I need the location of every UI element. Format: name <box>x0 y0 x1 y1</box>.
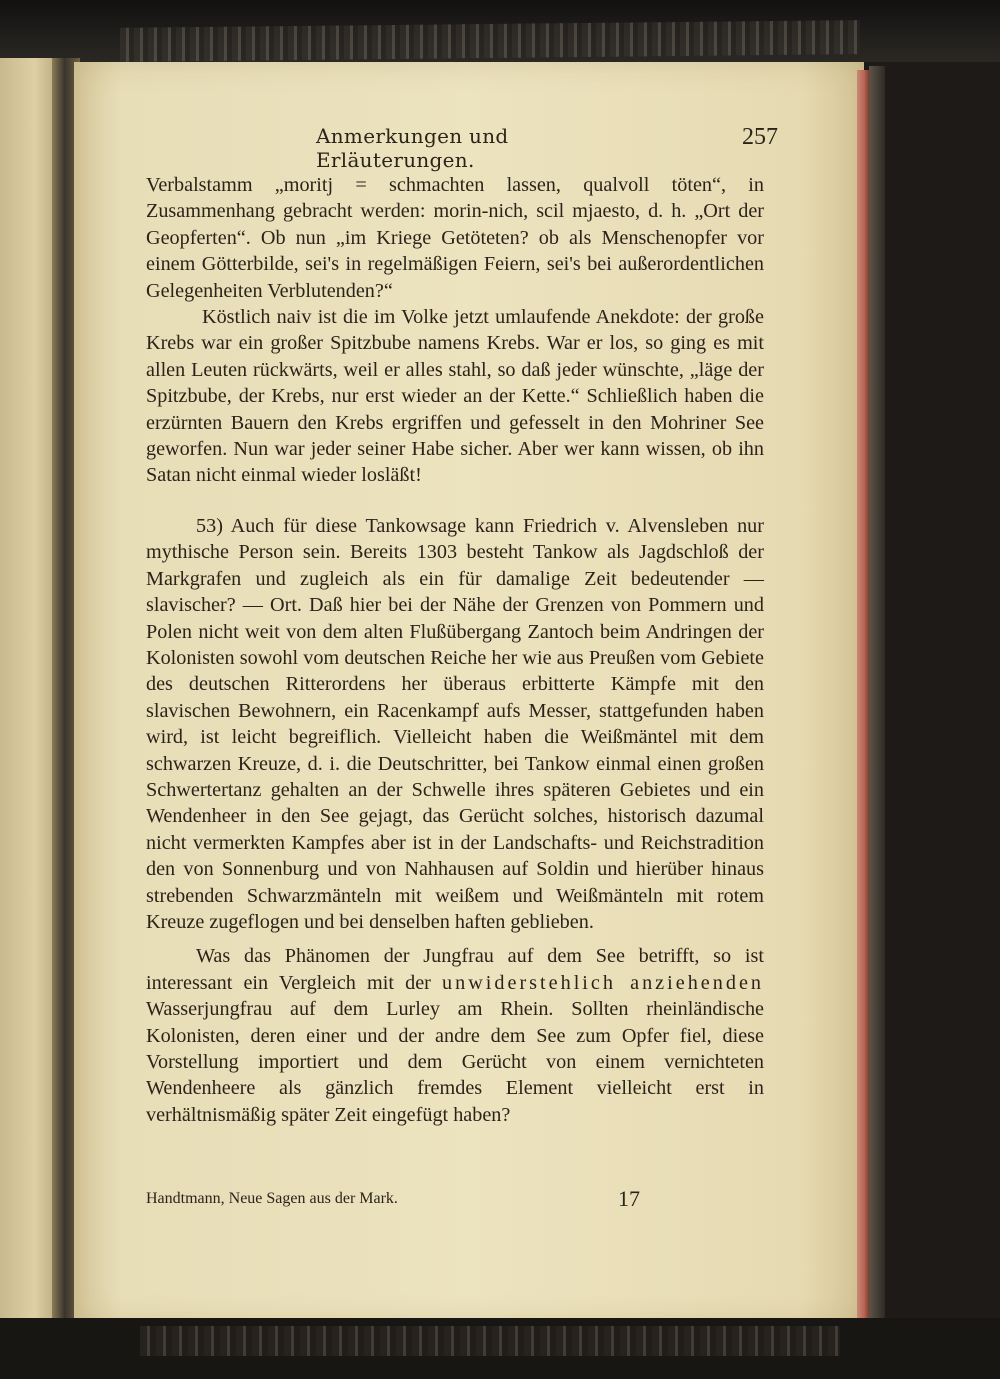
paragraph <box>146 943 764 1128</box>
page-number: 257 <box>742 124 778 150</box>
red-page-edge <box>857 70 869 1320</box>
paragraph-text: Was das Phänomen der Jungfrau auf dem See betrifft, so ist interessant ein Vergleich mit der <box>146 945 764 994</box>
paragraph: Verbalstamm „moritj = schmachten lassen, qualvoll töten“, in Zusammenhang gebracht werden: morin-nich, scil mjaesto, d. h. „Ort der Geopferten“. Ob nun „im Kriege Getöteten? ob als Menschenopfer vor einem Götterbilde, sei's in regelmäßigen Feiern, sei's bei außerordentlichen Gelegenheiten Verblutenden?“ <box>146 174 764 302</box>
book-cover-edge <box>869 66 885 1322</box>
running-head: Anmerkungen und Erläuterungen. <box>316 124 509 172</box>
footer-signature: Handtmann, Neue Sagen aus der Mark. <box>146 1190 398 1207</box>
paragraph: Köstlich naiv ist die im Volke jetzt umlaufende Anekdote: der große Krebs war ein großer Spitzbube namens Krebs. War er los, so ging es mit allen Leuten rückwärts, weil er alles stahl, so daß jeder wünschte, „läge der Spitzbube, der Krebs, nur erst wieder an der Kette.“ Schließlich haben die erzürnten Bauern den Krebs ergriffen und gefesselt in den Mohriner See geworfen. Nun war jeder seiner Habe sicher. Aber wer kann wissen, ob ihn Satan nicht einmal wieder losläßt! <box>146 306 764 487</box>
bottom-bleed-through <box>140 1326 840 1356</box>
left-page-edge <box>0 58 58 1328</box>
emphasized-text: unwiderstehlich anziehenden <box>442 971 764 994</box>
note-53-paragraph: 53) Auch für diese Tankowsage kann Friedrich v. Alvensleben nur mythische Person sein. Bereits 1303 besteht Tankow als Jagdschloß der Markgrafen und zugleich als ein für damalige Zeit bedeutender — slavischer? — Ort. Daß hier bei der Nähe der Grenzen von Pommern und Polen nicht weit von dem alten Flußübergang Zantoch beim Andringen der Kolonisten sowohl vom deutschen Reiche her wie aus Preußen vom Gebiete des deutschen Ritterordens her überaus erbitterte Kämpfe mit den slavischen Bewohnern, ein Racenkampf aufs Messer, stattgefunden haben wird, ist leicht begreiflich. Vielleicht haben die Weißmäntel mit dem schwarzen Kreuze, d. i. die Deutschritter, bei Tankow einmal einen großen Schwertertanz gehalten an der Schwelle ihres späteren Gebietes und ein Wendenheer in den See gejagt, das Gerücht solches, historisch dazumal nicht vermerkten Kampfes aber ist in der Landschafts- und Reichstradition den von Sonnenburg und von Nahhausen auf Soldin und hierüber hinaus strebenden Schwarzmänteln mit weißem und Weißmänteln mit rotem Kreuze zugeflogen und bei denselben haften geblieben. <box>146 514 764 933</box>
page-body <box>146 172 764 1128</box>
paragraph-text: Wasserjungfrau auf dem Lurley am Rhein. Sollten rheinländische Kolonisten, deren einer und der andre dem See zum Opfer fiel, diese Vorstellung importiert und dem Gerücht von einem vernichteten Wendenheere als gänzlich fremdes Element vielleicht erst in verhältnismäßig später Zeit eingefügt haben? <box>146 998 764 1126</box>
sheet-number: 17 <box>618 1186 640 1211</box>
